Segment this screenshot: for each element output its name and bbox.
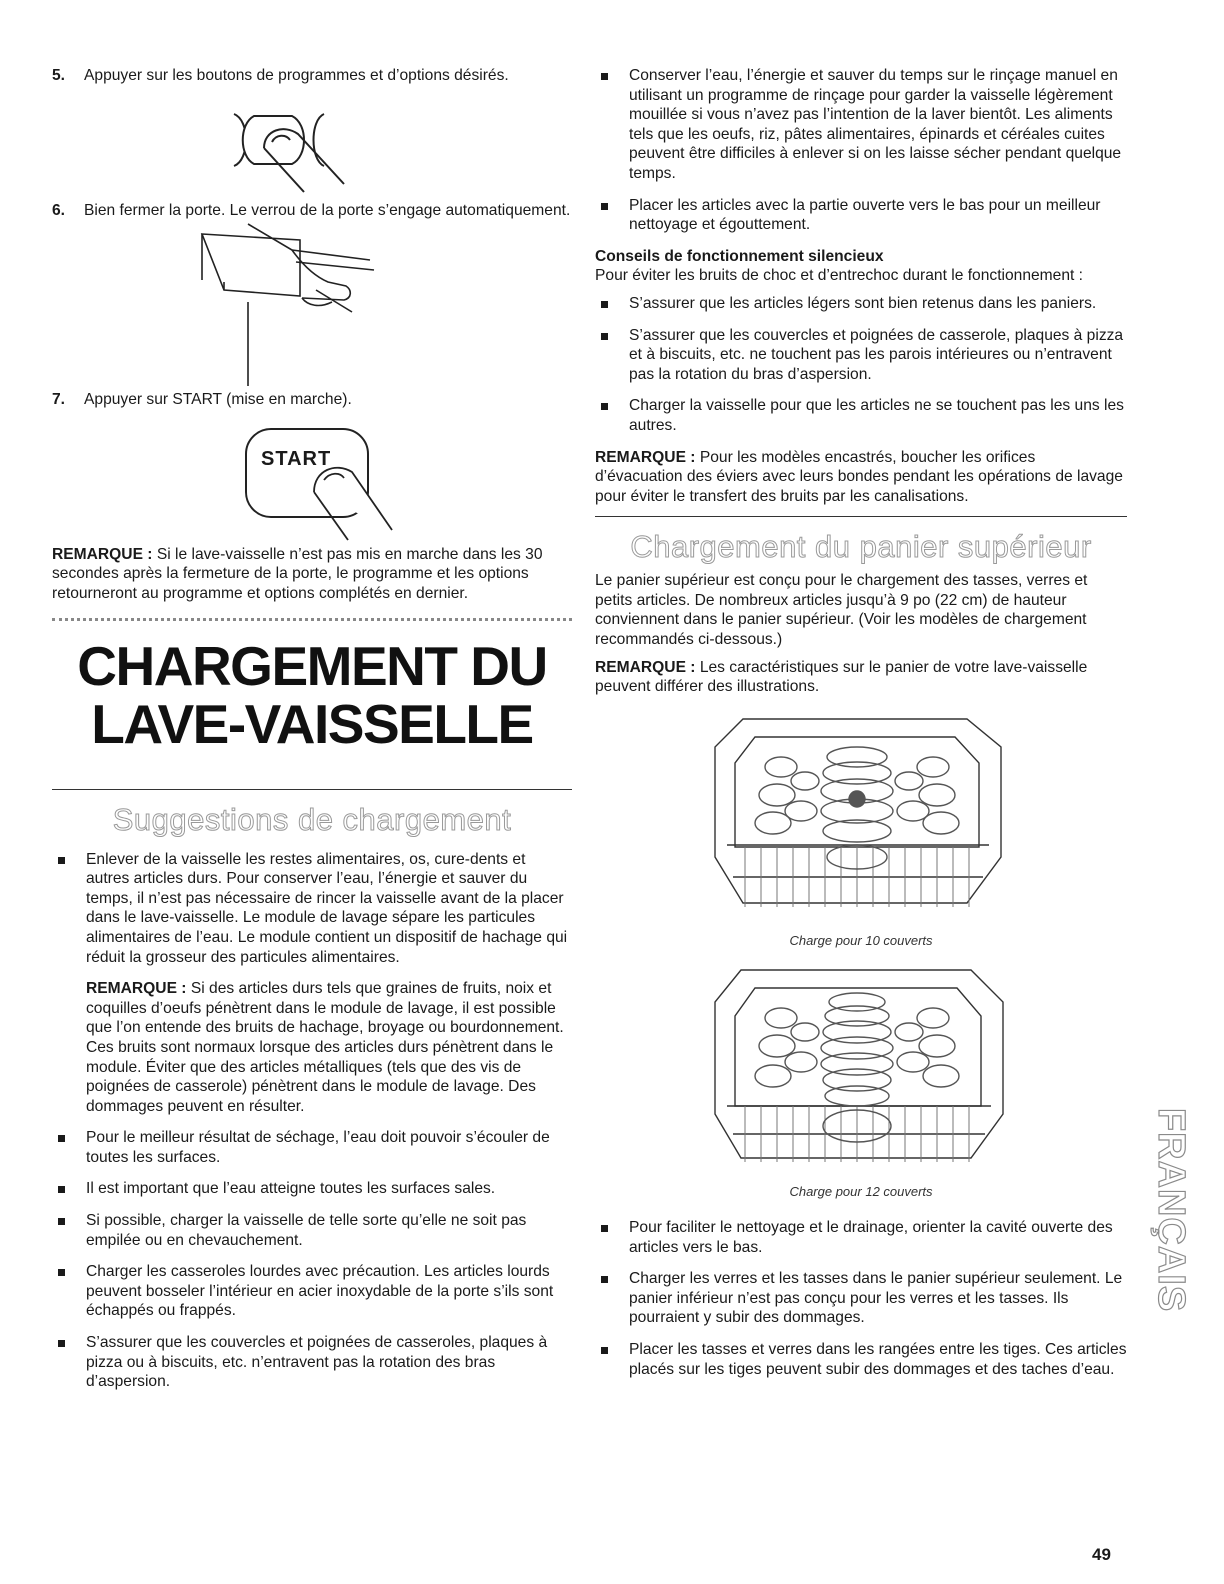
door-close-illustration bbox=[52, 220, 572, 390]
note-text: Si des articles durs tels que graines de fruits, noix et coquilles d’oeufs pénètrent dans le module de lavage, il est possible que l’on entende des bruits de hachage, broyage ou bourdonnement. Ces bruits sont normaux lorsque des articles durs pénètrent dans le module. Éviter que des articles métalliques (tels que des vis de poignées de casserole) pénètrent dans le module de lavage. Des dommages peuvent en résulter. bbox=[86, 980, 564, 1115]
note-text: Pour les modèles encastrés, boucher les orifices d’évacuation des éviers avec leurs bondes pendant les opérations de lavage pour éviter le transfert des bruits par les canalisations. bbox=[595, 448, 1123, 505]
section-heading: Suggestions de chargement bbox=[112, 801, 512, 837]
list-item: Pour faciliter le nettoyage et le drainage, orienter la cavité ouverte des articles vers le bas. bbox=[595, 1218, 1127, 1257]
list-item: Charger les casseroles lourdes avec précaution. Les articles lourds peuvent bosseler l’intérieur en acier inoxydable de la porte s’ils sont échappés ou frappés. bbox=[52, 1262, 572, 1321]
note-text: Les caractéristiques sur le panier de votre lave-vaisselle peuvent différer des illustrations. bbox=[595, 658, 1088, 696]
title-line-2: LAVE-VAISSELLE bbox=[91, 692, 533, 755]
note-2 bbox=[52, 979, 572, 1116]
figure-caption: Charge pour 10 couverts bbox=[789, 932, 933, 948]
note-3 bbox=[595, 448, 1127, 507]
language-label: FRANÇAIS bbox=[1149, 1107, 1192, 1313]
section-heading: Chargement du panier supérieur bbox=[630, 529, 1092, 565]
list-item: Pour le meilleur résultat de séchage, l’eau doit pouvoir s’écouler de toutes les surfaces. bbox=[52, 1128, 572, 1167]
dish-rack-icon bbox=[595, 707, 1127, 927]
figure-caption: Charge pour 12 couverts bbox=[789, 1184, 933, 1200]
dish-rack-icon bbox=[595, 956, 1127, 1176]
list-item: Enlever de la vaisselle les restes alimentaires, os, cure-dents et autres articles durs. Pour conserver l’eau, l’énergie et sauver du temps, il n’est pas nécessaire de rincer la vaisselle avant de la placer dans le lave-vaisselle. Le module de lavage sépare les particules alimentaires de l’eau. Le module contient un dispositif de hachage qui réduit la grosseur des particules alimentaires. bbox=[52, 850, 572, 968]
title-line-1: CHARGEMENT DU bbox=[77, 634, 547, 697]
list-item: Charger les verres et les tasses dans le panier supérieur seulement. Le panier inférieur n’est pas conçu pour les verres et les tasses. Ils pourraient y subir des dommages. bbox=[595, 1269, 1127, 1328]
step-text: Appuyer sur les boutons de programmes et d’options désirés. bbox=[84, 67, 509, 84]
divider bbox=[52, 789, 572, 790]
language-side-tab bbox=[1145, 1075, 1195, 1345]
list-item: S’assurer que les couvercles et poignées de casserole, plaques à pizza et à biscuits, etc. ne touchent pas les parois intérieures ou n’entravent pas la rotation du bras d’aspersion. bbox=[595, 326, 1127, 385]
list-item: Si possible, charger la vaisselle de telle sorte qu’elle ne soit pas empilée ou en chevauchement. bbox=[52, 1211, 572, 1250]
list-item: Placer les articles avec la partie ouverte vers le bas pour un meilleur nettoyage et égouttement. bbox=[595, 196, 1127, 235]
upper-intro: Le panier supérieur est conçu pour le chargement des tasses, verres et petits articles. De nombreux articles jusqu’à 9 po (22 cm) de hauteur conviennent dans le panier supérieur. (Voir les modèles de chargement recommandés ci-dessous.) bbox=[595, 572, 1088, 649]
note-text: Si le lave-vaisselle n’est pas mis en marche dans les 30 secondes après la fermeture de la porte, le programme et les options retourneront au programme et options complétés en dernier. bbox=[52, 545, 543, 602]
note-4 bbox=[595, 658, 1127, 697]
note-label: REMARQUE : bbox=[595, 658, 696, 676]
divider bbox=[52, 618, 572, 621]
list-item: Il est important que l’eau atteigne toutes les surfaces sales. bbox=[52, 1179, 572, 1199]
list-item: S’assurer que les articles légers sont bien retenus dans les paniers. bbox=[595, 294, 1127, 314]
list-item: Conserver l’eau, l’énergie et sauver du temps sur le rinçage manuel en utilisant un programme de rinçage pour garder la vaisselle légèrement mouillée si vous n’avez pas l’intention de la laver bientôt. Les aliments tels que les oeufs, riz, pâtes alimentaires, épinards et céréales cuites peuvent être difficiles à enlever si on les laisse sécher pendant quelque temps. bbox=[595, 66, 1127, 184]
note-label: REMARQUE : bbox=[595, 448, 696, 466]
rack-illustration-12 bbox=[595, 956, 1127, 1176]
divider bbox=[595, 516, 1127, 517]
list-item: S’assurer que les couvercles et poignées de casseroles, plaques à pizza ou à biscuits, etc. n’entravent pas la rotation des bras d’aspersion. bbox=[52, 1333, 572, 1392]
finger-icon bbox=[52, 410, 572, 545]
hand-on-door-icon bbox=[52, 220, 572, 390]
chapter-title bbox=[52, 634, 572, 755]
list-item: Placer les tasses et verres dans les rangées entre les tiges. Ces articles placés sur les tiges peuvent subir des dommages et des taches d’eau. bbox=[595, 1340, 1127, 1379]
start-label: START bbox=[261, 447, 332, 470]
step-5 bbox=[52, 66, 572, 86]
left-column bbox=[52, 66, 572, 1404]
note-label: REMARQUE : bbox=[86, 980, 187, 998]
quiet-intro: Pour éviter les bruits de choc et d’entrechoc durant le fonctionnement : bbox=[595, 267, 1084, 285]
step-number: 5. bbox=[52, 67, 66, 84]
start-button-illustration bbox=[52, 410, 572, 545]
finger-button-icon bbox=[52, 86, 572, 201]
step-6 bbox=[52, 201, 572, 221]
button-press-illustration bbox=[52, 86, 572, 201]
step-text: Appuyer sur START (mise en marche). bbox=[84, 391, 352, 409]
page-number: 49 bbox=[1092, 1545, 1111, 1564]
step-number: 6. bbox=[52, 201, 66, 219]
right-column bbox=[595, 66, 1127, 1391]
step-7 bbox=[52, 390, 572, 410]
list-item: Charger la vaisselle pour que les articles ne se touchent pas les uns les autres. bbox=[595, 396, 1127, 435]
step-number: 7. bbox=[52, 391, 66, 409]
quiet-heading: Conseils de fonctionnement silencieux bbox=[595, 247, 884, 265]
rack-illustration-10 bbox=[595, 707, 1127, 927]
note-label: REMARQUE : bbox=[52, 545, 153, 563]
step-text: Bien fermer la porte. Le verrou de la porte s’engage automatiquement. bbox=[84, 201, 571, 219]
note-1 bbox=[52, 545, 572, 604]
